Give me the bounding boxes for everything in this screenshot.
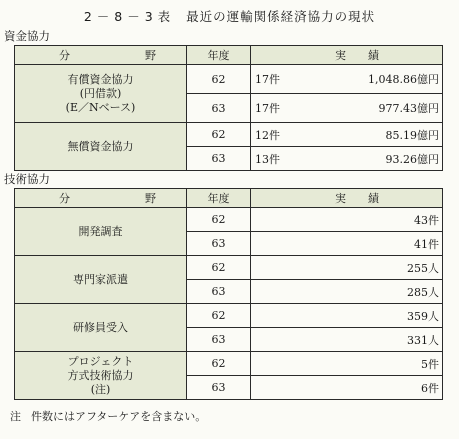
category-line: (E／Nベース) (65, 100, 136, 114)
year-cell: 62 (187, 208, 251, 232)
value-cell: 6件 (251, 376, 443, 400)
capital-section-label: 資金協力 (4, 29, 50, 43)
amount-cell: 85.19億円 (315, 123, 443, 147)
category-line: 専門家派遣 (73, 272, 128, 286)
value-cell: 43件 (251, 208, 443, 232)
table-row (15, 304, 443, 328)
table-row (15, 65, 443, 94)
value-cell: 285人 (251, 280, 443, 304)
year-cell: 62 (187, 304, 251, 328)
value-cell: 5件 (251, 352, 443, 376)
year-cell: 63 (187, 147, 251, 171)
capital-table (14, 45, 443, 171)
technical-category-cell (15, 352, 187, 400)
category-line: 無償資金協力 (67, 139, 134, 153)
technical-category-cell (15, 256, 187, 304)
capital-category-cell (15, 65, 187, 123)
category-line: 開発調査 (78, 224, 123, 238)
year-cell: 63 (187, 328, 251, 352)
value-cell: 331人 (251, 328, 443, 352)
capital-category-cell (15, 123, 187, 171)
year-cell: 63 (187, 376, 251, 400)
value-cell: 41件 (251, 232, 443, 256)
year-cell: 63 (187, 94, 251, 123)
value-cell: 255人 (251, 256, 443, 280)
note-text: 件数にはアフターケアを含まない。 (31, 410, 207, 423)
technical-header-row (15, 189, 443, 208)
count-cell: 12件 (251, 123, 315, 147)
year-cell: 62 (187, 123, 251, 147)
amount-cell: 93.26億円 (315, 147, 443, 171)
count-cell: 17件 (251, 94, 315, 123)
note-mark: 注 (10, 410, 21, 423)
amount-cell: 1,048.86億円 (315, 65, 443, 94)
capital-result-header: 実 績 (251, 46, 443, 65)
table-row (15, 256, 443, 280)
technical-field-header: 分 野 (15, 189, 187, 208)
capital-year-header: 年度 (187, 46, 251, 65)
amount-cell: 977.43億円 (315, 94, 443, 123)
technical-table (14, 188, 443, 400)
table-number: 2－8－3表 (83, 9, 176, 24)
technical-category-cell (15, 304, 187, 352)
technical-result-header: 実 績 (251, 189, 443, 208)
technical-section-label: 技術協力 (4, 172, 50, 186)
value-cell: 359人 (251, 304, 443, 328)
year-cell: 63 (187, 280, 251, 304)
capital-header-row (15, 46, 443, 65)
table-note (10, 408, 206, 424)
category-line: プロジェクト (67, 354, 134, 368)
table-row (15, 352, 443, 376)
table-title (0, 7, 459, 25)
year-cell: 63 (187, 232, 251, 256)
category-line: (注) (90, 382, 111, 396)
technical-year-header: 年度 (187, 189, 251, 208)
count-cell: 13件 (251, 147, 315, 171)
capital-field-header: 分 野 (15, 46, 187, 65)
year-cell: 62 (187, 352, 251, 376)
category-line: 研修員受入 (73, 320, 128, 334)
table-row (15, 208, 443, 232)
category-line: 方式技術協力 (67, 368, 134, 382)
category-line: (円借款) (79, 86, 122, 100)
year-cell: 62 (187, 256, 251, 280)
technical-category-cell (15, 208, 187, 256)
table-title-text: 最近の運輸関係経済協力の現状 (186, 9, 376, 24)
count-cell: 17件 (251, 65, 315, 94)
year-cell: 62 (187, 65, 251, 94)
category-line: 有償資金協力 (67, 72, 134, 86)
table-row (15, 123, 443, 147)
